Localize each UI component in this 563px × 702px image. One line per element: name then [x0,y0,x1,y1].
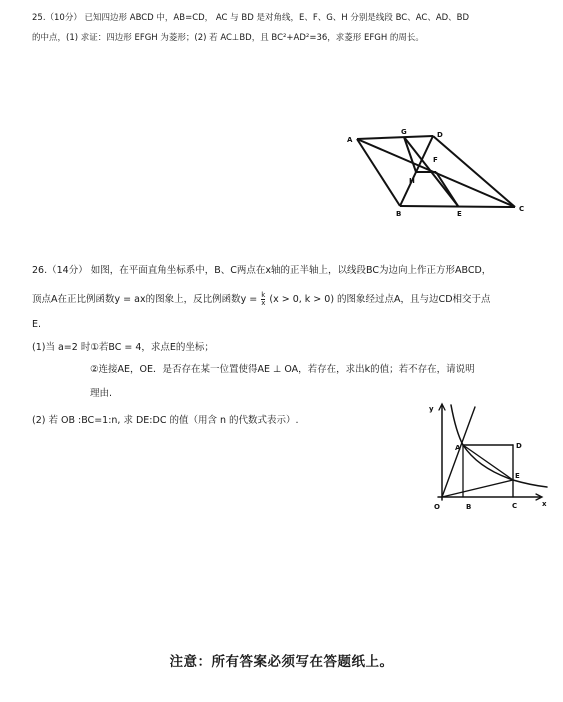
q25-number: 25.（10分） [32,13,82,23]
fraction-numerator: k [261,291,266,299]
q26-part2: (2) 若 OB :BC=1:n, 求 DE:DC 的值（用含 n 的代数式表示）. [32,415,299,426]
q26-number: 26.（14分） [32,265,88,276]
notice-text: 注意：所有答案必须写在答题纸上。 [169,654,394,670]
q25-line2: 的中点，(1) 求证：四边形 EFGH 为菱形；(2) 若 AC⊥BD，且 BC²+AD²=36，求菱形 EFGH 的周长。 [32,33,424,43]
label-g: G [401,128,407,136]
label-h: H [409,177,415,185]
label-x: x [542,500,547,508]
label-a: A [347,136,353,144]
q26-line2-pre: 顶点A在正比例函数y = ax的图象上，反比例函数y = [32,294,261,305]
label-f: F [433,156,438,164]
label-c: C [519,205,525,213]
q26-statement: 如图，在平面直角坐标系中，B、C两点在x轴的正半轴上，以线段BC为边向上作正方形ABCD， [90,265,492,276]
label-e-26: E [515,472,520,480]
label-d: D [437,131,443,139]
q26-part1-a: (1)当 a=2 时①若BC = 4，求点E的坐标； [32,342,214,353]
label-b-26: B [466,503,472,511]
label-y: y [429,405,434,413]
q26-line3: E. [32,319,42,330]
segment-oe [442,480,513,497]
label-b: B [396,210,402,218]
label-c-26: C [512,502,518,510]
line-y-ax [442,407,475,497]
q25-statement: 已知四边形 ABCD 中，AB=CD， AC 与 BD 是对角线，E、F、G、H 分别是线段 BC、AC、AD、BD [84,13,470,23]
fraction-denominator: x [261,299,266,307]
label-a-26: A [455,444,461,452]
segment-ae [463,445,513,480]
q26-part1-b: ②连接AE，OE．是否存在某一位置使得AE ⊥ OA，若存在，求出k的值；若不存在，请说明 [90,364,475,375]
q26-part1-b2: 理由. [90,388,113,399]
label-e: E [457,210,462,218]
q26-line2-post: (x > 0, k > 0) 的图象经过点A，且与边CD相交于点 [269,294,491,305]
label-d-26: D [516,442,522,450]
label-o: O [434,503,440,511]
